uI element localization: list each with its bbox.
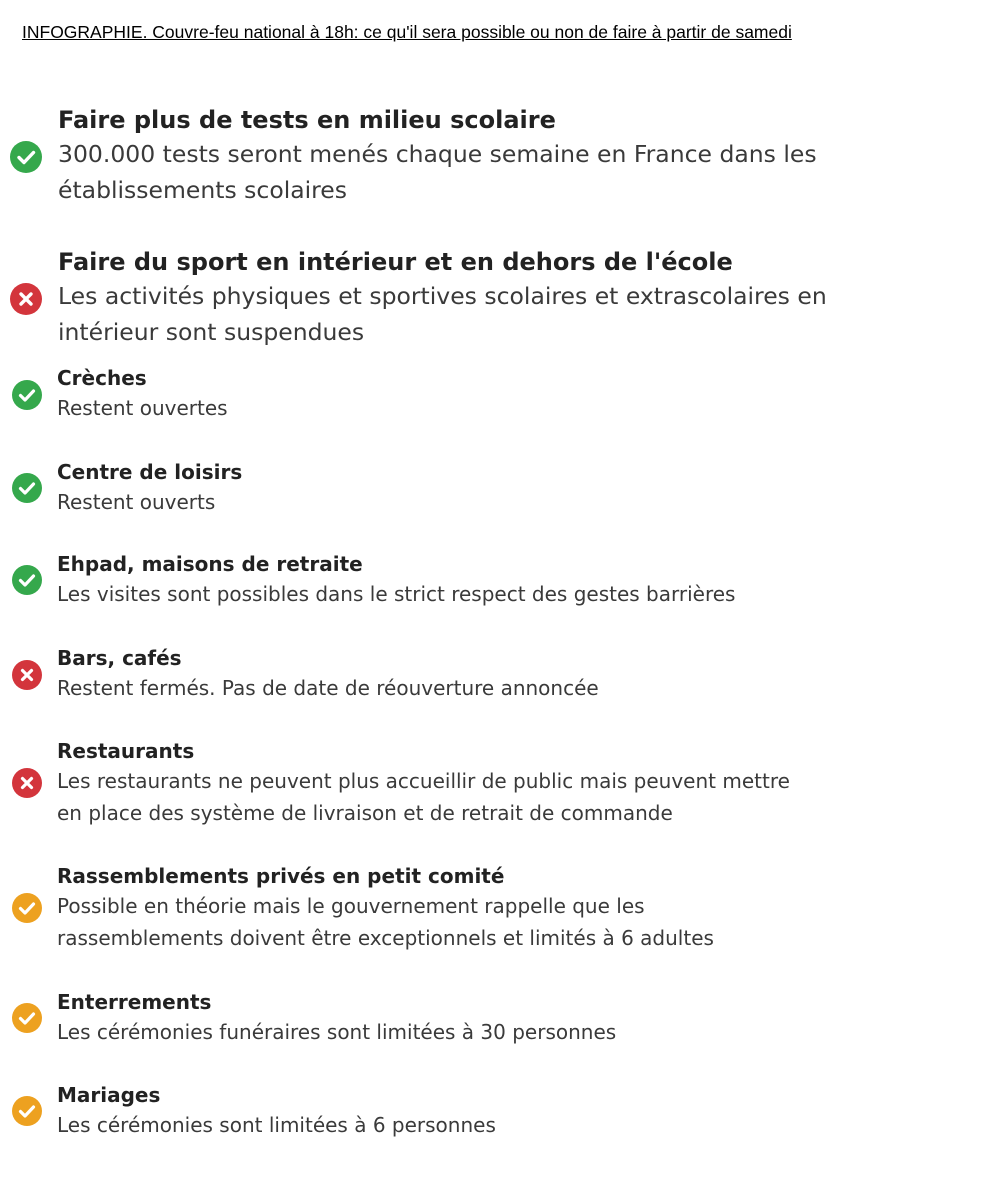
item-description: Les cérémonies sont limitées à 6 personnes — [57, 1113, 496, 1137]
item-title: Restaurants — [57, 739, 195, 763]
list-item — [0, 862, 984, 958]
list-item — [0, 737, 984, 833]
item-title: Ehpad, maisons de retraite — [57, 552, 363, 576]
cross-icon — [12, 768, 42, 798]
item-description: Restent ouverts — [57, 490, 216, 514]
headline-link[interactable]: INFOGRAPHIE. Couvre-feu national à 18h: ce qu'il sera possible ou non de faire à partir de samedi — [22, 22, 792, 42]
item-title: Rassemblements privés en petit comité — [57, 864, 505, 888]
item-title: Bars, cafés — [57, 646, 182, 670]
list-item — [0, 104, 984, 214]
check-icon — [12, 893, 42, 923]
item-title: Faire du sport en intérieur et en dehors de l'école — [58, 248, 733, 276]
item-description: Les restaurants ne peuvent plus accueillir de public mais peuvent mettre en place des système de livraison et de retrait de commande — [57, 769, 790, 825]
item-description: Restent ouvertes — [57, 396, 228, 420]
check-icon — [12, 1096, 42, 1126]
list-item — [0, 644, 984, 708]
check-icon — [12, 565, 42, 595]
check-icon — [12, 1003, 42, 1033]
list-item — [0, 246, 984, 356]
item-title: Enterrements — [57, 990, 212, 1014]
item-description: Restent fermés. Pas de date de réouverture annoncée — [57, 676, 599, 700]
list-item — [0, 1081, 984, 1145]
item-title: Mariages — [57, 1083, 161, 1107]
cross-icon — [10, 283, 42, 315]
list-item — [0, 458, 984, 522]
check-icon — [10, 141, 42, 173]
item-description: Possible en théorie mais le gouvernement rappelle que les rassemblements doivent être exceptionnels et limités à 6 adultes — [57, 894, 714, 950]
check-icon — [12, 473, 42, 503]
list-item — [0, 550, 984, 614]
list-item — [0, 988, 984, 1052]
item-description: Les activités physiques et sportives scolaires et extrascolaires en intérieur sont suspendues — [58, 282, 827, 346]
item-title: Crèches — [57, 366, 147, 390]
item-title: Faire plus de tests en milieu scolaire — [58, 106, 556, 134]
list-item — [0, 364, 984, 428]
item-description: Les cérémonies funéraires sont limitées à 30 personnes — [57, 1020, 617, 1044]
item-description: Les visites sont possibles dans le strict respect des gestes barrières — [57, 582, 736, 606]
item-description: 300.000 tests seront menés chaque semaine en France dans les établissements scolaires — [58, 140, 817, 204]
item-title: Centre de loisirs — [57, 460, 243, 484]
check-icon — [12, 380, 42, 410]
cross-icon — [12, 660, 42, 690]
